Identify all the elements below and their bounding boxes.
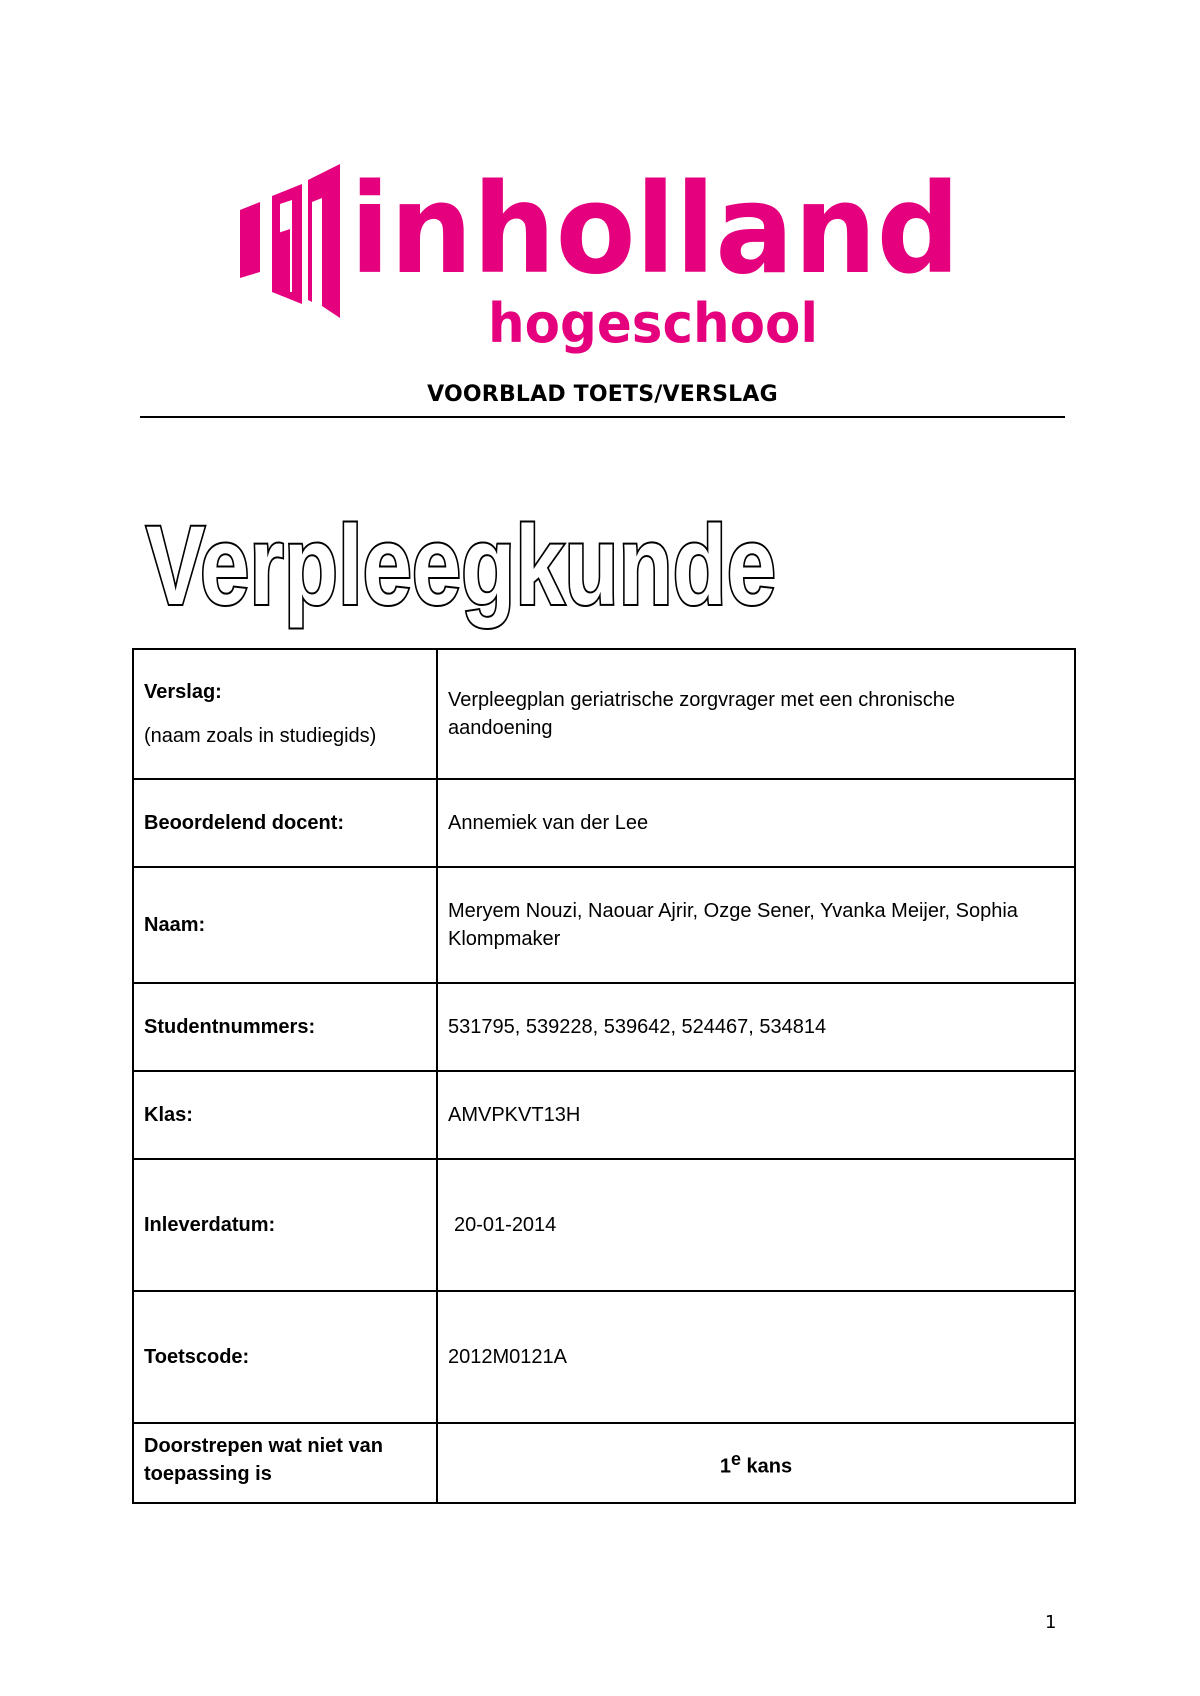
toetscode-value: 2012M0121A — [437, 1291, 1075, 1423]
table-row — [133, 779, 1075, 867]
toetscode-label: Toetscode: — [133, 1291, 437, 1423]
docent-value: Annemiek van der Lee — [437, 779, 1075, 867]
verslag-value: Verpleegplan geriatrische zorgvrager met een chronische aandoening — [437, 649, 1075, 779]
kans-word: kans — [746, 1455, 793, 1478]
inleverdatum-value: 20-01-2014 — [454, 1214, 557, 1236]
studentnummers-label: Studentnummers: — [133, 983, 437, 1071]
title-divider — [140, 416, 1065, 418]
department-title: Verpleegkunde — [146, 512, 776, 628]
docent-label: Beoordelend docent: — [133, 779, 437, 867]
doorstrepen-label: Doorstrepen wat niet van toepassing is — [133, 1423, 437, 1503]
cover-form-table — [132, 648, 1076, 1504]
table-row — [133, 983, 1075, 1071]
kans-superscript: e — [730, 1449, 741, 1470]
table-row — [133, 1291, 1075, 1423]
logo-wordmark: inholland — [350, 158, 960, 302]
page-number: 1 — [1045, 1612, 1057, 1633]
kans-cell — [437, 1423, 1075, 1503]
inleverdatum-label: Inleverdatum: — [133, 1159, 437, 1291]
naam-value: Meryem Nouzi, Naouar Ajrir, Ozge Sener, Yvanka Meijer, Sophia Klompmaker — [437, 867, 1075, 983]
table-row — [133, 649, 1075, 779]
department-heading — [144, 512, 944, 642]
klas-label: Klas: — [133, 1071, 437, 1159]
table-row — [133, 1423, 1075, 1503]
naam-label: Naam: — [133, 867, 437, 983]
klas-value: AMVPKVT13H — [437, 1071, 1075, 1159]
verslag-label: Verslag: — [144, 681, 222, 703]
kans-number: 1 — [719, 1455, 731, 1478]
verslag-sublabel: (naam zoals in studiegids) — [144, 725, 377, 747]
inleverdatum-cell — [437, 1159, 1075, 1291]
logo-tagline: hogeschool — [488, 292, 818, 355]
table-row — [133, 867, 1075, 983]
inholland-logo — [240, 140, 970, 360]
studentnummers-value: 531795, 539228, 539642, 524467, 534814 — [437, 983, 1075, 1071]
logo-mark-icon — [240, 164, 340, 318]
verslag-label-cell — [133, 649, 437, 779]
cover-title: VOORBLAD TOETS/VERSLAG — [427, 382, 778, 407]
table-row — [133, 1159, 1075, 1291]
table-row — [133, 1071, 1075, 1159]
